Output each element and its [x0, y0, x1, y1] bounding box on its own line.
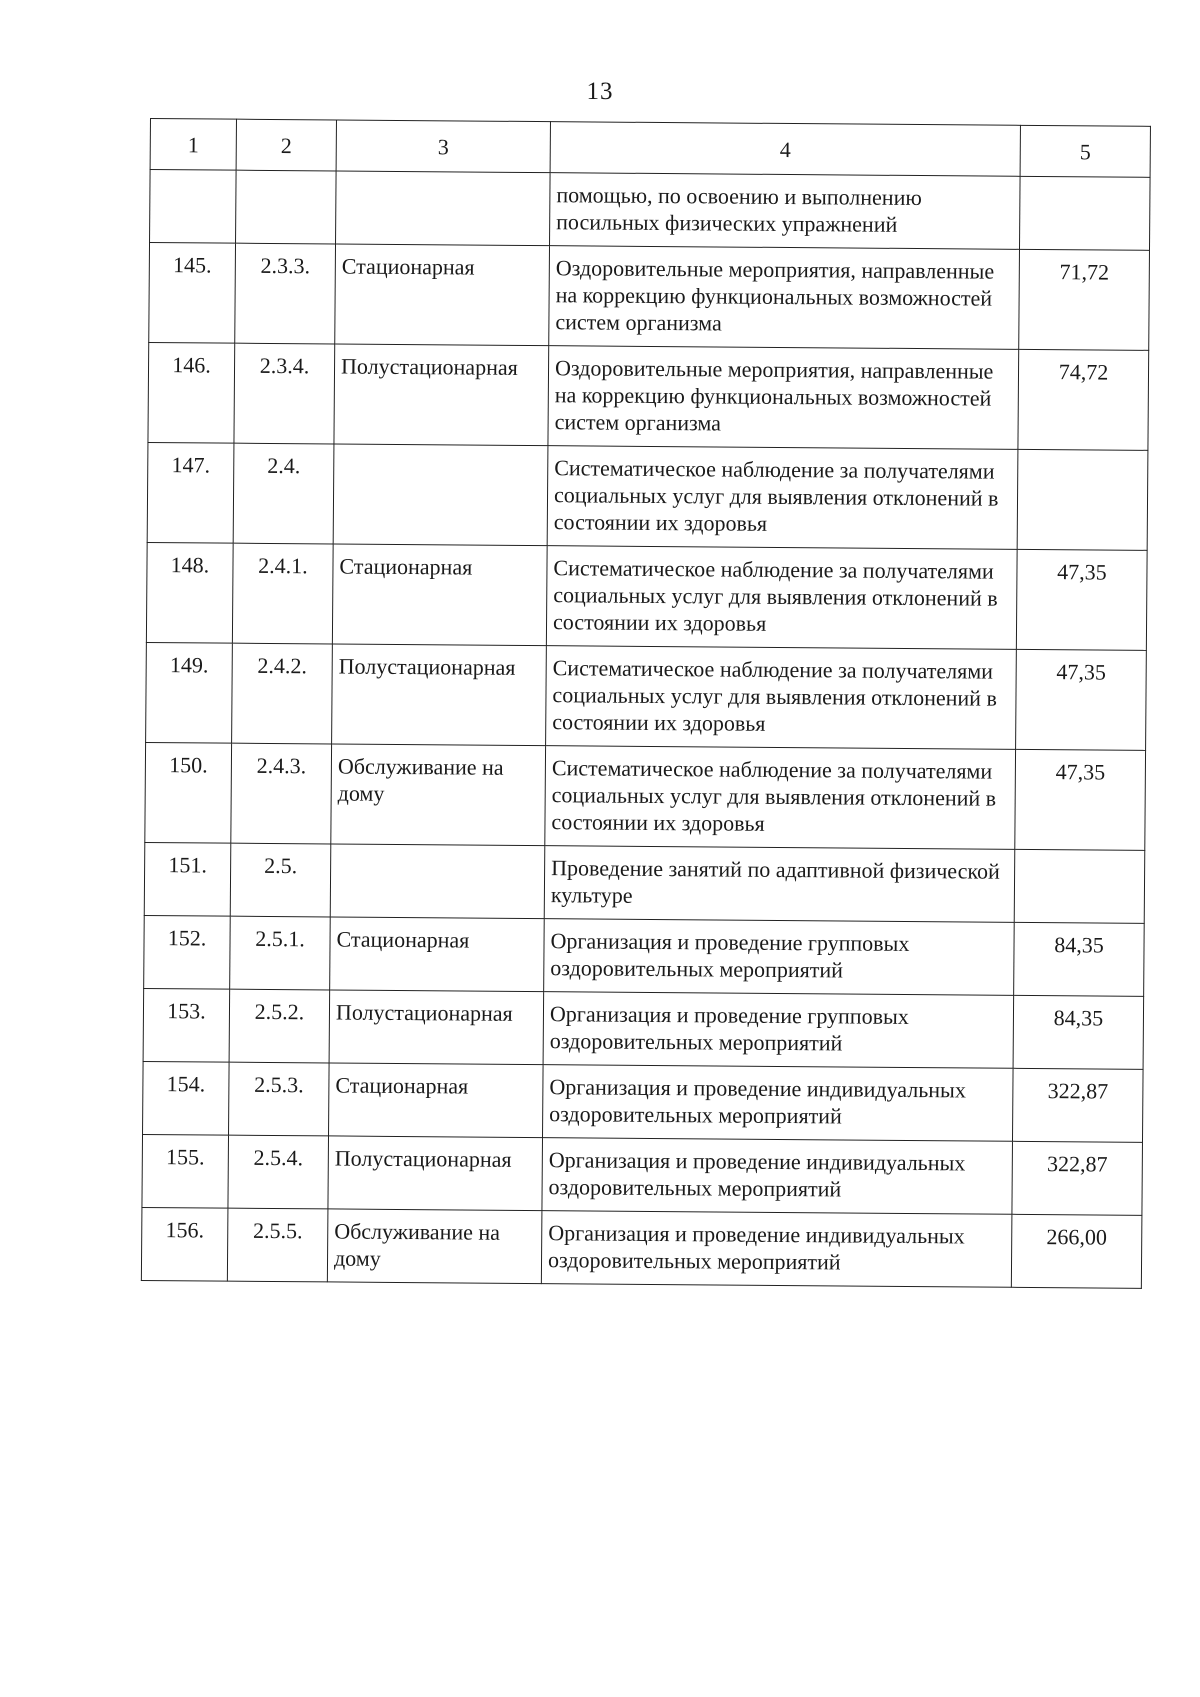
service-description-cell: Организация и проведение индивидуальных оздоровительных мероприятий — [543, 1065, 1014, 1142]
tariff-value-cell — [1017, 449, 1148, 550]
row-code-cell: 2.4.1. — [232, 543, 333, 644]
service-form-cell: Полустационарная — [328, 1136, 543, 1211]
service-description-cell: Оздоровительные мероприятия, направленные на коррекцию функциональных возможностей систем организма — [549, 246, 1020, 350]
tariff-value-cell: 47,35 — [1016, 649, 1147, 750]
table-row — [150, 170, 1151, 251]
row-number-cell — [150, 170, 237, 244]
column-header: 5 — [1020, 125, 1150, 177]
service-description-cell: Систематическое наблюдение за получателями социальных услуг для выявления отклонений в состоянии их здоровья — [545, 746, 1016, 850]
table-body — [141, 170, 1150, 1289]
row-code-cell: 2.5.4. — [228, 1135, 329, 1209]
row-number-cell: 146. — [148, 342, 235, 443]
row-code-cell: 2.5.5. — [227, 1208, 328, 1282]
column-header: 2 — [236, 119, 336, 171]
table-row — [141, 1207, 1142, 1288]
service-description-cell: Систематическое наблюдение за получателями социальных услуг для выявления отклонений в состоянии их здоровья — [546, 646, 1017, 750]
row-code-cell: 2.5.2. — [229, 989, 330, 1063]
row-number-cell: 148. — [146, 542, 233, 643]
row-code-cell — [236, 170, 337, 244]
column-header: 3 — [336, 120, 550, 173]
service-description-cell: помощью, по освоению и выполнению посильных физических упражнений — [550, 173, 1021, 250]
table-row — [143, 988, 1144, 1069]
service-description-cell: Организация и проведение групповых оздоровительных мероприятий — [543, 992, 1014, 1069]
row-number-cell: 156. — [141, 1207, 228, 1281]
table-row — [143, 1061, 1144, 1142]
tariff-value-cell: 84,35 — [1013, 995, 1144, 1069]
row-number-cell: 145. — [149, 243, 236, 344]
service-form-cell — [330, 844, 545, 919]
tariff-value-cell: 322,87 — [1012, 1141, 1143, 1215]
row-code-cell: 2.5. — [230, 843, 331, 917]
tariff-value-cell: 47,35 — [1016, 549, 1147, 650]
row-code-cell: 2.3.3. — [235, 243, 336, 344]
table-row — [144, 915, 1145, 996]
column-header: 4 — [550, 122, 1020, 177]
table-row — [144, 842, 1145, 923]
service-description-cell: Оздоровительные мероприятия, направленные на коррекцию функциональных возможностей систем организма — [548, 346, 1019, 450]
service-form-cell: Стационарная — [329, 1063, 544, 1138]
service-description-cell: Организация и проведение индивидуальных оздоровительных мероприятий — [541, 1211, 1012, 1288]
table-row — [148, 342, 1149, 450]
service-form-cell — [333, 444, 548, 546]
service-form-cell: Стационарная — [332, 544, 547, 646]
service-form-cell: Стационарная — [335, 244, 550, 346]
tariff-value-cell — [1019, 176, 1150, 250]
tariff-value-cell: 74,72 — [1018, 349, 1149, 450]
column-header: 1 — [150, 119, 236, 171]
service-description-cell: Проведение занятий по адаптивной физической культуре — [544, 846, 1015, 923]
service-description-cell: Организация и проведение индивидуальных оздоровительных мероприятий — [542, 1138, 1013, 1215]
table-row — [146, 542, 1147, 650]
service-form-cell: Стационарная — [330, 917, 545, 992]
service-description-cell: Систематическое наблюдение за получателями социальных услуг для выявления отклонений в состоянии их здоровья — [546, 546, 1017, 650]
row-number-cell: 154. — [143, 1061, 230, 1135]
row-number-cell: 155. — [142, 1134, 229, 1208]
tariff-value-cell: 266,00 — [1011, 1214, 1142, 1288]
row-code-cell: 2.4.3. — [231, 743, 332, 844]
service-form-cell: Обслуживание на дому — [327, 1209, 542, 1284]
service-description-cell: Систематическое наблюдение за получателями социальных услуг для выявления отклонений в состоянии их здоровья — [547, 446, 1018, 550]
services-table — [141, 118, 1151, 1289]
row-number-cell: 153. — [143, 988, 230, 1062]
row-code-cell: 2.5.3. — [229, 1062, 330, 1136]
table-row — [146, 642, 1147, 750]
service-form-cell: Полустационарная — [332, 644, 547, 746]
service-form-cell: Обслуживание на дому — [331, 744, 546, 846]
page-number: 13 — [586, 78, 614, 105]
service-form-cell — [336, 171, 551, 246]
table-header-row — [150, 119, 1150, 178]
tariff-value-cell: 47,35 — [1015, 749, 1146, 850]
row-code-cell: 2.4.2. — [232, 643, 333, 744]
table-row — [149, 243, 1150, 351]
row-number-cell: 147. — [147, 442, 234, 543]
tariff-value-cell: 84,35 — [1014, 922, 1145, 996]
row-code-cell: 2.5.1. — [230, 916, 331, 990]
row-code-cell: 2.3.4. — [234, 343, 335, 444]
tariff-value-cell: 322,87 — [1012, 1068, 1143, 1142]
row-number-cell: 151. — [144, 842, 231, 916]
service-form-cell: Полустационарная — [329, 990, 544, 1065]
row-number-cell: 152. — [144, 915, 231, 989]
table-row — [142, 1134, 1143, 1215]
service-form-cell: Полустационарная — [334, 344, 549, 446]
table-row — [147, 442, 1148, 550]
row-code-cell: 2.4. — [233, 443, 334, 544]
table-row — [145, 742, 1146, 850]
row-number-cell: 149. — [146, 642, 233, 743]
tariff-value-cell — [1014, 849, 1145, 923]
row-number-cell: 150. — [145, 742, 232, 843]
service-description-cell: Организация и проведение групповых оздоровительных мероприятий — [544, 919, 1015, 996]
tariff-value-cell: 71,72 — [1019, 249, 1150, 350]
